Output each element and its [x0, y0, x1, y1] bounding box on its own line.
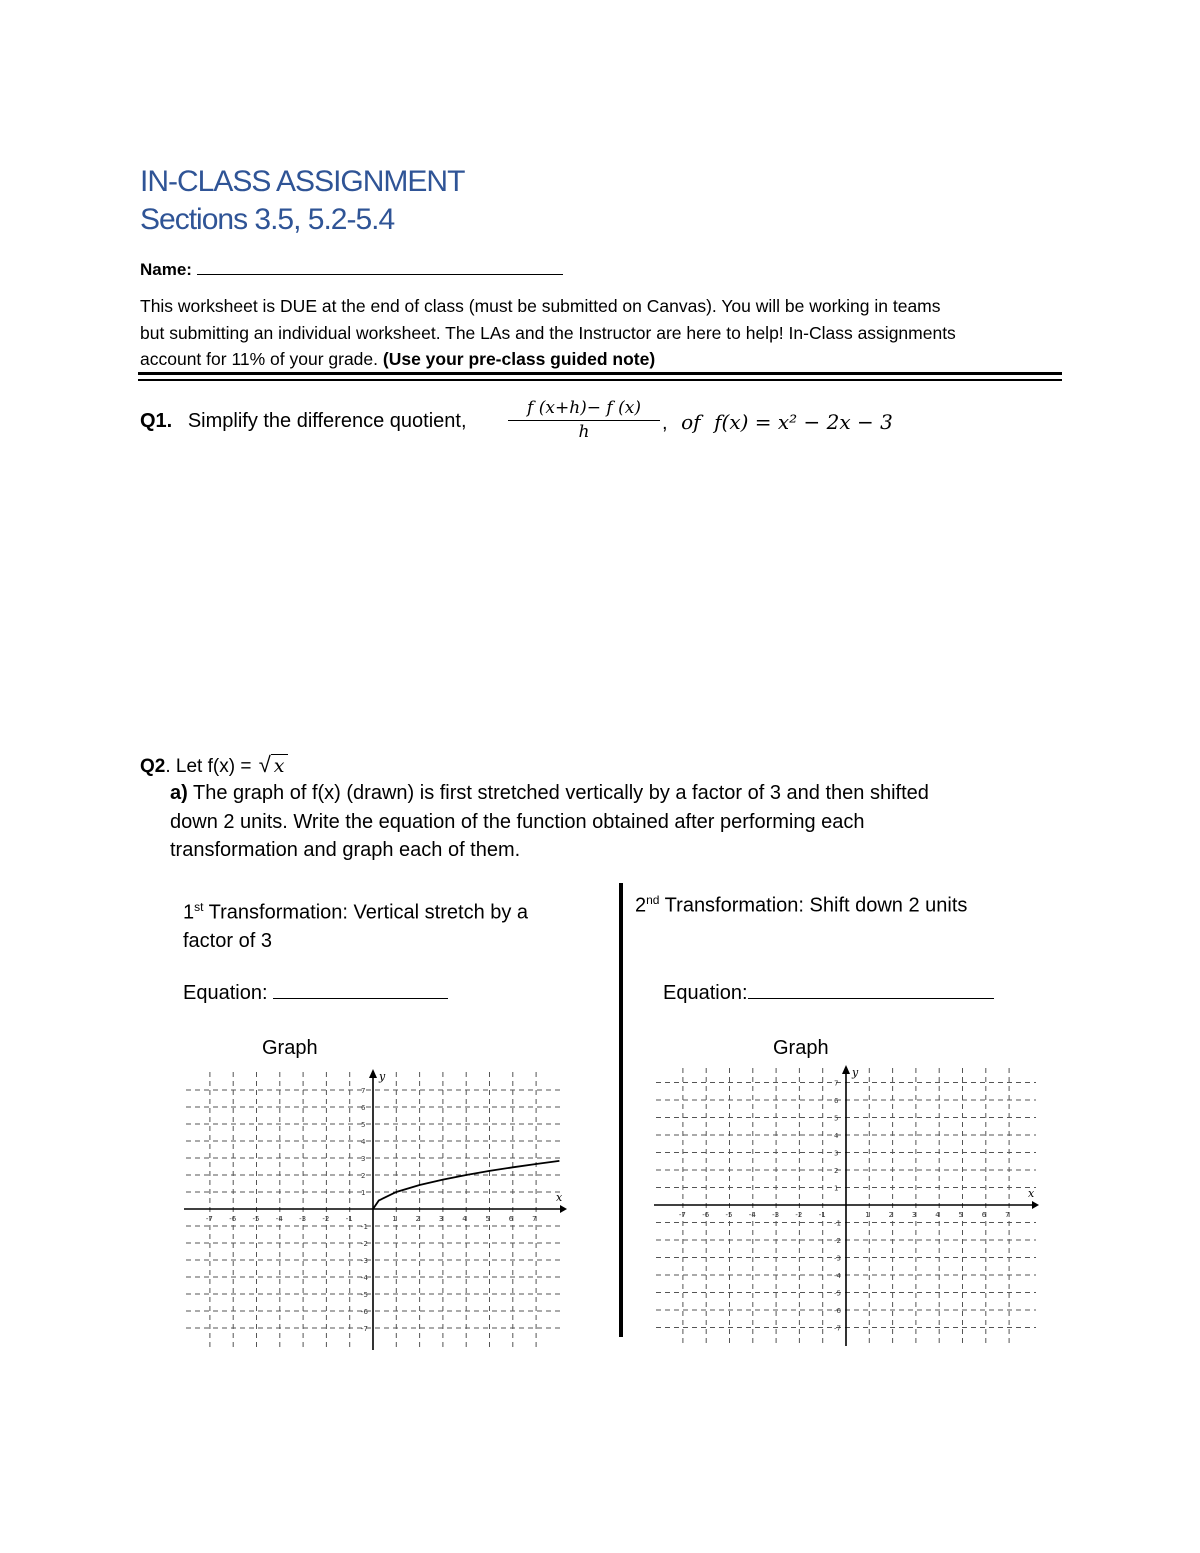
x-tick-label: 2 [415, 1215, 421, 1223]
y-tick-label: -3 [834, 1254, 841, 1263]
x-tick-label: 5 [958, 1211, 963, 1219]
y-tick-label: 3 [834, 1149, 839, 1158]
t2-equation-blank[interactable] [748, 980, 994, 999]
sqrt-var: x [271, 754, 288, 777]
instructions-line-2: but submitting an individual worksheet. The LAs and the Instructor are here to help! In-Class assignments [140, 322, 956, 343]
t1-equation-label: Equation: [183, 982, 268, 1004]
x-tick-label: -7 [205, 1215, 213, 1223]
y-tick-label: -2 [361, 1240, 368, 1248]
y-tick-label: 1 [834, 1184, 839, 1193]
transform2-equation-row [663, 980, 994, 1005]
y-tick-label: 4 [834, 1132, 839, 1140]
x-tick-label: -1 [818, 1211, 826, 1219]
y-tick-label: -2 [834, 1237, 841, 1245]
y-axis-label: y [852, 1066, 859, 1079]
part-a-text-1: The graph of f(x) (drawn) is first stretched vertically by a factor of 3 and then shifted [193, 782, 929, 804]
y-tick-label: 6 [361, 1104, 366, 1112]
y-tick-label: 5 [834, 1114, 839, 1123]
page-subtitle: Sections 3.5, 5.2-5.4 [140, 203, 395, 236]
instructions-bold: (Use your pre-class guided note) [382, 349, 656, 369]
x-axis-label: x [556, 1191, 563, 1204]
y-tick-label: 7 [834, 1079, 839, 1088]
x-tick-label: -4 [275, 1215, 283, 1223]
y-tick-label: -5 [361, 1291, 368, 1299]
y-tick-label: -1 [834, 1219, 841, 1228]
q1-function-row [662, 410, 893, 435]
y-tick-label: -4 [361, 1274, 368, 1282]
y-axis-arrow-icon [369, 1069, 377, 1078]
dq-numerator: f (x+h)− f (x) [527, 398, 641, 418]
x-tick-label: 2 [888, 1211, 894, 1219]
graph-2[interactable] [652, 1060, 1040, 1346]
x-tick-label: 5 [485, 1215, 490, 1223]
part-a-line-3: transformation and graph each of them. [170, 839, 521, 861]
graph-1[interactable] [182, 1064, 568, 1350]
y-tick-label: -4 [834, 1272, 841, 1280]
x-axis-label: x [1028, 1187, 1035, 1200]
q1-row [140, 410, 467, 433]
part-a-label: a) [170, 782, 188, 804]
y-tick-label: 1 [361, 1189, 366, 1197]
y-tick-label: 3 [361, 1155, 366, 1163]
x-axis-arrow-icon [1032, 1201, 1039, 1209]
x-tick-label: 3 [911, 1211, 917, 1219]
y-tick-label: 2 [834, 1167, 839, 1175]
q2-let: . Let f(x) = [165, 756, 257, 777]
t1-ordinal: 1 [183, 901, 195, 924]
x-tick-label: 7 [1005, 1211, 1010, 1219]
transform1-equation-row [183, 980, 448, 1005]
dq-denominator: h [578, 422, 590, 442]
column-divider [619, 883, 623, 1337]
divider-thin [138, 379, 1062, 381]
x-tick-label: -1 [345, 1215, 353, 1223]
transform1-heading-line-2: factor of 3 [183, 930, 272, 953]
y-tick-label: -5 [834, 1289, 841, 1298]
x-tick-label: -6 [229, 1215, 237, 1223]
x-tick-label: 6 [508, 1215, 514, 1223]
x-tick-label: 6 [981, 1211, 987, 1219]
instructions [140, 293, 1070, 373]
name-row [140, 258, 563, 280]
transform1-heading [183, 893, 603, 956]
x-tick-label: 1 [392, 1215, 397, 1223]
x-tick-label: -5 [252, 1215, 260, 1223]
x-tick-label: 1 [865, 1211, 870, 1219]
t1-graph-label: Graph [262, 1037, 318, 1059]
x-tick-label: -3 [772, 1211, 780, 1219]
x-tick-label: 4 [935, 1211, 940, 1219]
difference-quotient [508, 398, 660, 442]
t2-heading-text: Transformation: Shift down 2 units [659, 894, 968, 917]
t1-heading-text: Transformation: Vertical stretch by a [203, 901, 529, 924]
y-tick-label: -3 [361, 1257, 368, 1265]
y-axis-arrow-icon [842, 1065, 850, 1074]
x-tick-label: 3 [438, 1215, 444, 1223]
t1-equation-blank[interactable] [273, 980, 448, 999]
y-tick-label: 4 [361, 1138, 366, 1146]
instructions-line-1: This worksheet is DUE at the end of class (must be submitted on Canvas). You will be working in teams [140, 296, 941, 316]
name-label: Name: [140, 260, 192, 279]
q1-comma: , [662, 412, 668, 434]
q1-text: Simplify the difference quotient, [187, 410, 467, 432]
x-tick-label: -7 [678, 1211, 686, 1219]
q2-part-a [170, 779, 1050, 865]
divider-thick [138, 372, 1062, 375]
name-blank[interactable] [197, 258, 563, 275]
part-a-line-2: down 2 units. Write the equation of the function obtained after performing each [170, 810, 865, 833]
x-tick-label: 4 [462, 1215, 467, 1223]
transform2-heading [635, 893, 967, 918]
q1-function: f(x) = x² − 2x − 3 [714, 410, 893, 434]
y-tick-label: 7 [361, 1087, 366, 1095]
transform1-heading-line-1 [183, 893, 603, 927]
part-a-line-1 [170, 779, 1050, 808]
y-tick-label: -7 [834, 1324, 841, 1333]
x-tick-label: 7 [532, 1215, 537, 1223]
t2-graph-label: Graph [773, 1037, 829, 1059]
t2-equation-label: Equation: [663, 982, 748, 1004]
y-tick-label: 6 [834, 1097, 839, 1105]
sqrt-icon: √ [258, 752, 271, 777]
y-tick-label: -6 [361, 1308, 368, 1316]
x-tick-label: -6 [702, 1211, 710, 1219]
t2-ordinal: 2 [635, 894, 647, 917]
y-tick-label: -6 [834, 1307, 841, 1315]
q1-of: of [681, 410, 701, 434]
page-title: IN-CLASS ASSIGNMENT [140, 165, 465, 198]
t2-ordinal-suffix: nd [646, 893, 660, 907]
x-tick-label: -2 [322, 1215, 330, 1223]
q2-label: Q2 [140, 756, 166, 777]
q1-label: Q1. [140, 410, 173, 432]
x-tick-label: -5 [725, 1211, 733, 1219]
y-axis-label: y [379, 1070, 386, 1083]
y-tick-label: 5 [361, 1121, 366, 1129]
y-tick-label: 2 [361, 1172, 366, 1180]
y-tick-label: -7 [361, 1325, 368, 1333]
instructions-plain: account for 11% of your grade. [140, 349, 383, 369]
y-tick-label: -1 [361, 1223, 368, 1231]
x-tick-label: -4 [748, 1211, 756, 1219]
x-tick-label: -2 [795, 1211, 803, 1219]
x-axis-arrow-icon [560, 1205, 567, 1213]
t1-ordinal-suffix: st [194, 900, 204, 914]
x-tick-label: -3 [299, 1215, 307, 1223]
q2-row [140, 752, 288, 778]
instructions-line-3 [140, 346, 1070, 373]
